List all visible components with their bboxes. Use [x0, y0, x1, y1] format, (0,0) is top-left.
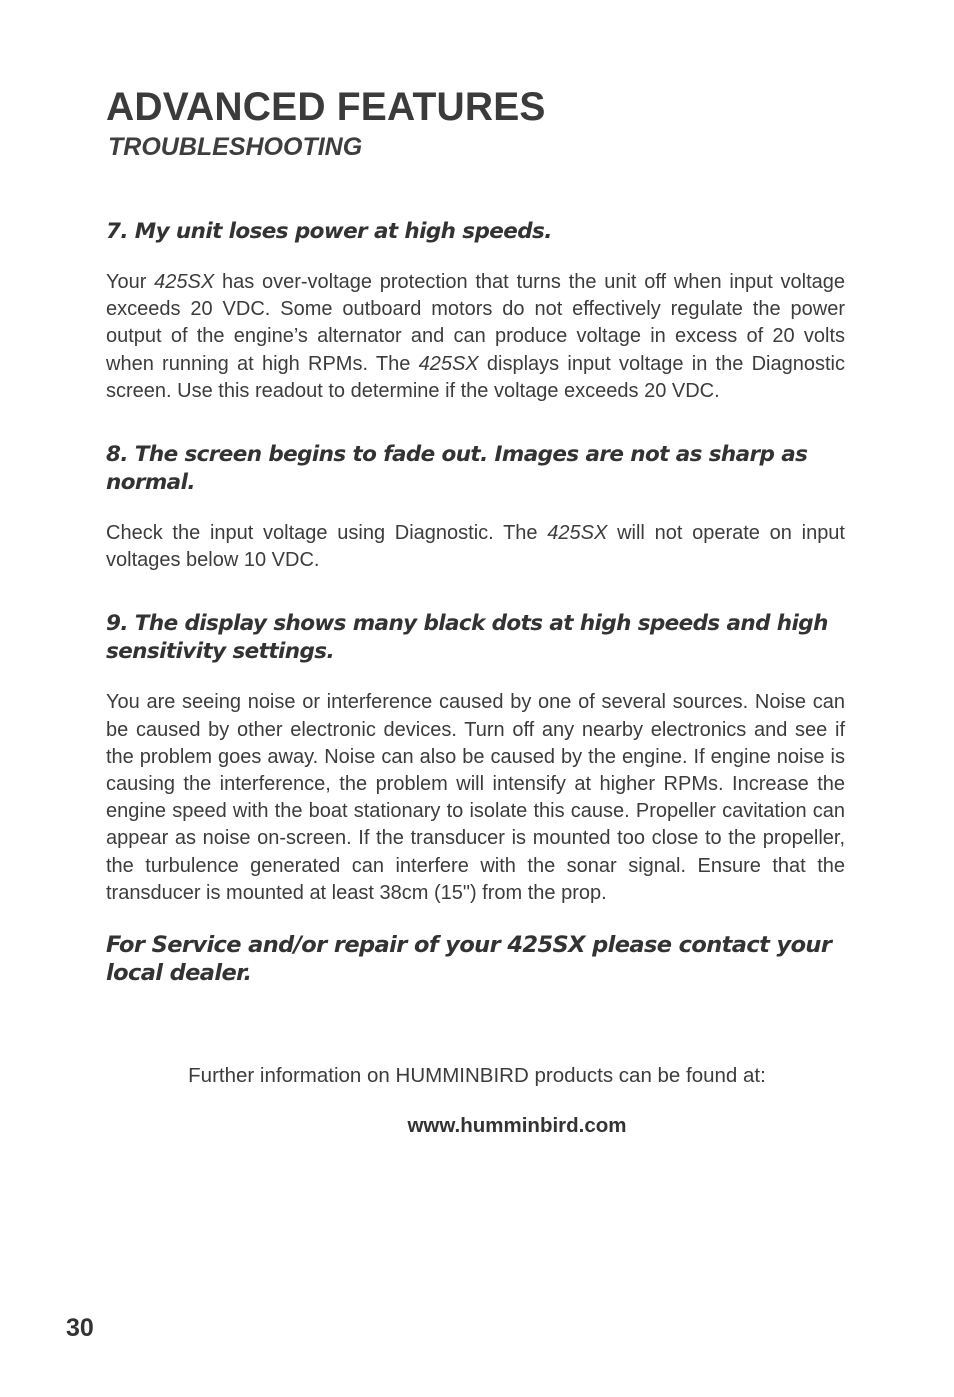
question-8-heading: 8. The screen begins to fade out. Images are not as sharp as normal. [106, 442, 808, 496]
model-name: 425SX [547, 522, 608, 545]
troubleshooting-content [106, 218, 845, 987]
question-9-heading: 9. The display shows many black dots at high speeds and high sensitivity settings. [106, 611, 828, 665]
website-link[interactable]: www.humminbird.com [407, 1114, 627, 1137]
answer-7-text-3: displays input voltage in the Diagnostic screen. Use this readout to determine if the voltage exceeds 20 VDC. [106, 352, 845, 402]
model-name: 425SX [154, 271, 215, 293]
answer-8-paragraph [106, 520, 845, 574]
section-subtitle: TROUBLESHOOTING [108, 133, 363, 161]
answer-9-paragraph: You are seeing noise or interference caused by one of several sources. Noise can be caused by other electronic devices. Turn off any nearby electronics and see if the problem goes away. Noise can also be caused by the engine. If engine noise is causing the interference, the problem will intensify at higher RPMs. Increase the engine speed with the boat stationary to isolate this cause. Propeller cavitation can appear as noise on-screen. If the transducer is mounted too close to the propeller, the turbulence generated can interfere with the sonar signal. Ensure that the transducer is mounted at least 38cm (15") from the prop. [106, 691, 845, 904]
answer-7-text-1: Your [106, 271, 155, 293]
model-name: 425SX [418, 352, 479, 375]
further-information-text: Further information on HUMMINBIRD products can be found at: [188, 1064, 766, 1087]
answer-8-text-2: will not operate on input voltages below 10 VDC. [106, 522, 845, 572]
page-number: 30 [66, 1314, 94, 1342]
answer-8-text-1: Check the input voltage using Diagnostic. The [106, 522, 548, 545]
service-note: For Service and/or repair of your 425SX please contact your local dealer. [106, 932, 832, 987]
section-title: ADVANCED FEATURES [106, 85, 546, 130]
question-7-heading: 7. My unit loses power at high speeds. [106, 219, 552, 244]
answer-7-text-2: has over-voltage protection that turns the unit off when input voltage exceeds 20 VDC. Some outboard motors do not effectively regulate the power output of the engine’s alternator and can produce voltage in excess of 20 volts when running at high RPMs. The [106, 271, 846, 375]
answer-7-paragraph [106, 269, 845, 405]
